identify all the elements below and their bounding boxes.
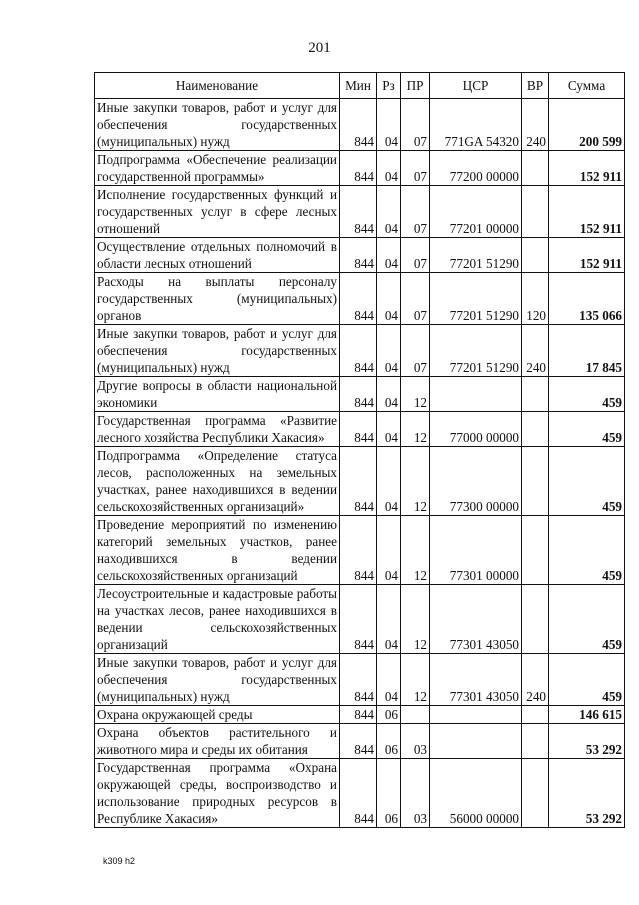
row-min: 844	[340, 238, 377, 273]
row-sum: 459	[549, 412, 625, 447]
row-name: Проведение мероприятий по изменению категорий земельных участков, ранее находившихся в ведении сельскохозяйственных организаций	[95, 516, 340, 585]
row-min: 844	[340, 99, 377, 151]
row-min: 844	[340, 151, 377, 186]
row-rz: 04	[377, 186, 401, 238]
row-sum: 459	[549, 654, 625, 706]
row-min: 844	[340, 447, 377, 516]
row-pr: 12	[401, 654, 430, 706]
row-csr: 77200 00000	[430, 151, 522, 186]
row-min: 844	[340, 654, 377, 706]
row-pr: 12	[401, 447, 430, 516]
row-name: Государственная программа «Охрана окружающей среды, воспроизводство и использование природных ресурсов в Республике Хакасия»	[95, 759, 340, 828]
row-vr	[522, 724, 549, 759]
header-name: Наименование	[95, 73, 340, 99]
row-min: 844	[340, 724, 377, 759]
row-min: 844	[340, 516, 377, 585]
table-row	[95, 186, 625, 238]
row-min: 844	[340, 186, 377, 238]
row-csr	[430, 724, 522, 759]
table-row	[95, 706, 625, 724]
row-pr: 03	[401, 724, 430, 759]
row-sum: 17 845	[549, 325, 625, 377]
row-csr: 77301 43050	[430, 585, 522, 654]
row-rz: 04	[377, 585, 401, 654]
row-vr	[522, 447, 549, 516]
row-pr: 12	[401, 585, 430, 654]
row-vr: 240	[522, 99, 549, 151]
row-sum: 53 292	[549, 724, 625, 759]
row-name: Охрана окружающей среды	[95, 706, 340, 724]
row-name: Другие вопросы в области национальной экономики	[95, 377, 340, 412]
row-min: 844	[340, 759, 377, 828]
row-rz: 04	[377, 238, 401, 273]
row-pr: 07	[401, 325, 430, 377]
table-row	[95, 447, 625, 516]
row-csr: 77301 43050	[430, 654, 522, 706]
row-pr	[401, 706, 430, 724]
header-rz: Рз	[377, 73, 401, 99]
row-pr: 12	[401, 412, 430, 447]
row-rz: 06	[377, 759, 401, 828]
table-row	[95, 151, 625, 186]
row-pr: 07	[401, 186, 430, 238]
row-csr: 56000 00000	[430, 759, 522, 828]
row-name: Осуществление отдельных полномочий в области лесных отношений	[95, 238, 340, 273]
row-csr: 77301 00000	[430, 516, 522, 585]
row-csr	[430, 706, 522, 724]
row-vr	[522, 585, 549, 654]
row-rz: 04	[377, 516, 401, 585]
row-vr	[522, 186, 549, 238]
row-rz: 06	[377, 706, 401, 724]
row-name: Иные закупки товаров, работ и услуг для обеспечения государственных (муниципальных) нужд	[95, 99, 340, 151]
row-vr	[522, 238, 549, 273]
row-sum: 200 599	[549, 99, 625, 151]
table-row	[95, 654, 625, 706]
row-name: Лесоустроительные и кадастровые работы на участках лесов, ранее находившихся в ведении сельскохозяйственных организаций	[95, 585, 340, 654]
row-pr: 07	[401, 151, 430, 186]
row-csr	[430, 377, 522, 412]
header-min: Мин	[340, 73, 377, 99]
row-min: 844	[340, 273, 377, 325]
table-row	[95, 273, 625, 325]
row-sum: 152 911	[549, 238, 625, 273]
row-csr: 77201 00000	[430, 186, 522, 238]
table-row	[95, 585, 625, 654]
header-sum: Сумма	[549, 73, 625, 99]
row-sum: 53 292	[549, 759, 625, 828]
row-pr: 03	[401, 759, 430, 828]
row-sum: 152 911	[549, 151, 625, 186]
row-pr: 07	[401, 99, 430, 151]
row-rz: 06	[377, 724, 401, 759]
row-pr: 12	[401, 377, 430, 412]
row-rz: 04	[377, 325, 401, 377]
row-csr: 77201 51290	[430, 273, 522, 325]
header-pr: ПР	[401, 73, 430, 99]
row-name: Охрана объектов растительного и животного мира и среды их обитания	[95, 724, 340, 759]
budget-table	[94, 72, 625, 828]
row-pr: 07	[401, 273, 430, 325]
row-vr	[522, 759, 549, 828]
table-row	[95, 325, 625, 377]
table-header-row	[95, 73, 625, 99]
row-rz: 04	[377, 151, 401, 186]
table-row	[95, 238, 625, 273]
row-csr: 77201 51290	[430, 325, 522, 377]
row-vr: 240	[522, 654, 549, 706]
row-sum: 459	[549, 447, 625, 516]
row-sum: 135 066	[549, 273, 625, 325]
row-name: Подпрограмма «Обеспечение реализации государственной программы»	[95, 151, 340, 186]
table-row	[95, 412, 625, 447]
row-csr: 77201 51290	[430, 238, 522, 273]
row-rz: 04	[377, 447, 401, 516]
row-sum: 146 615	[549, 706, 625, 724]
row-sum: 152 911	[549, 186, 625, 238]
row-rz: 04	[377, 654, 401, 706]
row-csr: 771GA 54320	[430, 99, 522, 151]
row-rz: 04	[377, 412, 401, 447]
row-rz: 04	[377, 273, 401, 325]
row-name: Иные закупки товаров, работ и услуг для обеспечения государственных (муниципальных) нужд	[95, 325, 340, 377]
row-name: Расходы на выплаты персоналу государственных (муниципальных) органов	[95, 273, 340, 325]
row-rz: 04	[377, 377, 401, 412]
row-vr: 240	[522, 325, 549, 377]
row-vr	[522, 377, 549, 412]
row-name: Иные закупки товаров, работ и услуг для обеспечения государственных (муниципальных) нужд	[95, 654, 340, 706]
row-vr	[522, 151, 549, 186]
row-vr	[522, 706, 549, 724]
row-min: 844	[340, 585, 377, 654]
row-csr: 77300 00000	[430, 447, 522, 516]
table-row	[95, 724, 625, 759]
page-number: 201	[308, 40, 331, 56]
row-vr	[522, 516, 549, 585]
row-name: Исполнение государственных функций и государственных услуг в сфере лесных отношений	[95, 186, 340, 238]
table-row	[95, 516, 625, 585]
row-min: 844	[340, 706, 377, 724]
row-min: 844	[340, 325, 377, 377]
row-vr: 120	[522, 273, 549, 325]
table-row	[95, 99, 625, 151]
table-row	[95, 759, 625, 828]
header-vr: ВР	[522, 73, 549, 99]
row-name: Подпрограмма «Определение статуса лесов, расположенных на земельных участках, ранее находившихся в ведении сельскохозяйственных организаций»	[95, 447, 340, 516]
row-csr: 77000 00000	[430, 412, 522, 447]
row-min: 844	[340, 377, 377, 412]
row-name: Государственная программа «Развитие лесного хозяйства Республики Хакасия»	[95, 412, 340, 447]
row-vr	[522, 412, 549, 447]
header-csr: ЦСР	[430, 73, 522, 99]
row-pr: 07	[401, 238, 430, 273]
row-pr: 12	[401, 516, 430, 585]
row-rz: 04	[377, 99, 401, 151]
table-row	[95, 377, 625, 412]
row-sum: 459	[549, 585, 625, 654]
row-sum: 459	[549, 516, 625, 585]
row-min: 844	[340, 412, 377, 447]
row-sum: 459	[549, 377, 625, 412]
footer-code: k309 h2	[103, 856, 136, 866]
